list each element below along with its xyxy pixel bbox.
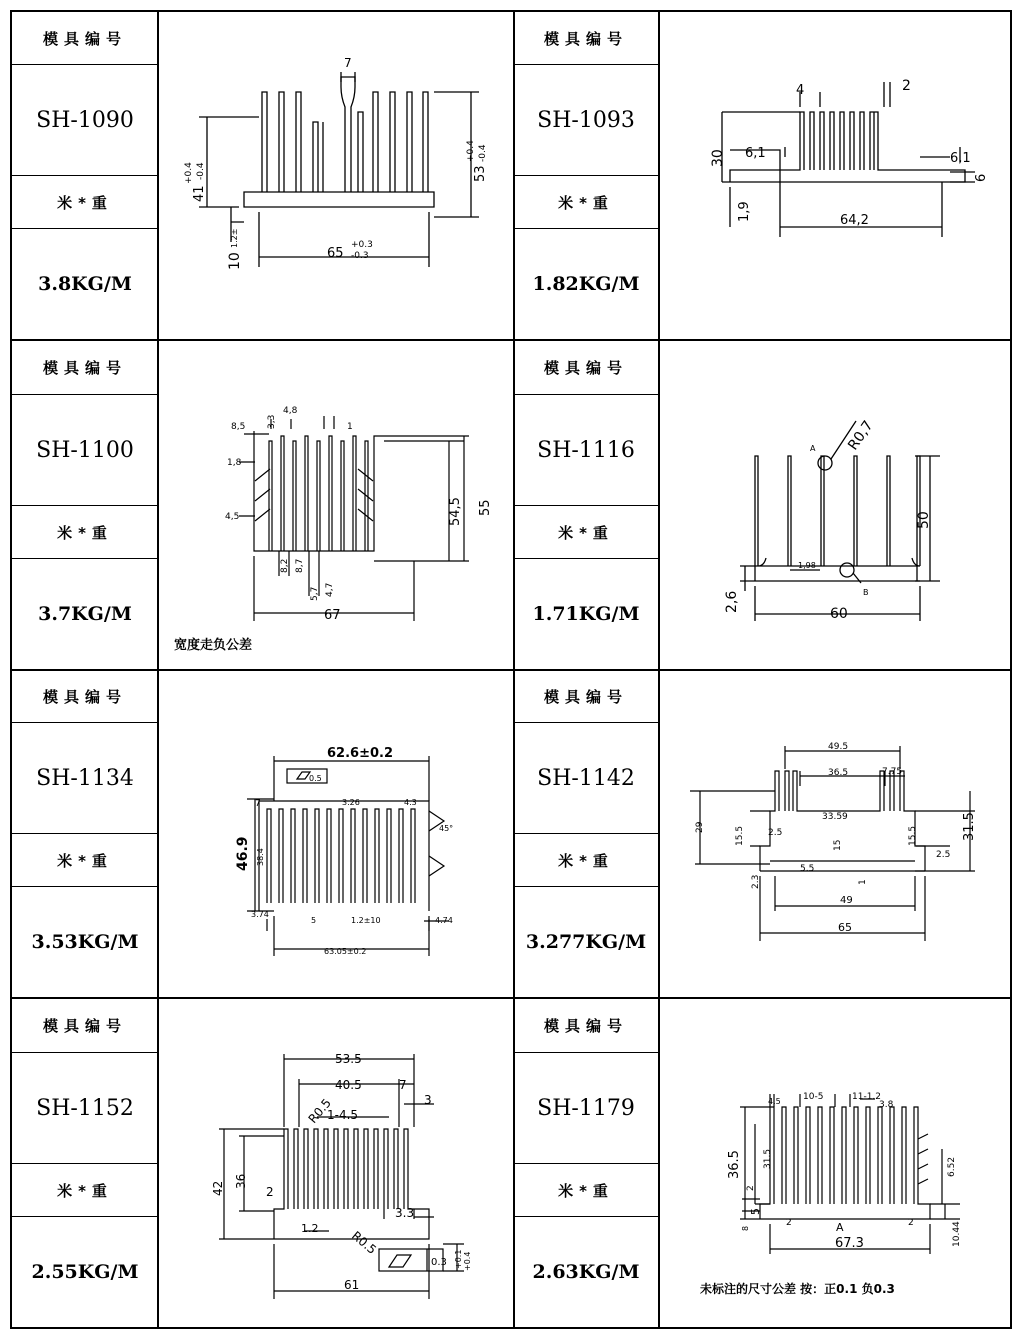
mold-no-header: 模具编号 <box>543 1017 628 1035</box>
dimension-label: R0.5 <box>305 1095 334 1126</box>
weight-value: 2.63KG/M <box>532 1261 640 1283</box>
dimension-label: 0.3 <box>431 1257 447 1268</box>
tolerance-note: 未标注的尺寸公差 按：正0.1 负0.3 <box>700 1282 895 1296</box>
dimension-label: 30 <box>710 149 726 167</box>
dimension-label: 8,5 <box>231 422 246 432</box>
dimension-label: 15.5 <box>908 825 918 846</box>
weight-header: 米*重 <box>558 193 614 212</box>
mold-no-header: 模具编号 <box>543 359 628 377</box>
dimension-label: +0.1 <box>454 1249 463 1269</box>
dimension-label: 7 <box>344 56 352 70</box>
dimension-label: R0,7 <box>845 417 877 454</box>
dimension-label: 49.5 <box>828 742 849 752</box>
mold-no-header: 模具编号 <box>42 29 127 48</box>
weight-header: 米*重 <box>558 1181 614 1200</box>
dimension-label: 31.5 <box>962 812 977 841</box>
dimension-label: 31.5 <box>763 1148 773 1169</box>
dimension-label: 4,7 <box>325 582 335 597</box>
profile-drawing-sh-1152 <box>159 999 513 1327</box>
dimension-label: 2 <box>266 1185 274 1199</box>
dimension-label: +0.4 <box>184 162 194 184</box>
dimension-label: 3.74 <box>251 910 269 919</box>
dimension-label: 33.59 <box>822 812 848 822</box>
dimension-label: 55 <box>478 499 493 516</box>
profile-drawing-sh-1093 <box>660 12 1010 339</box>
dimension-label: 15.5 <box>735 825 745 846</box>
dimension-label: 42 <box>211 1180 225 1196</box>
model-number: SH-1090 <box>36 107 134 133</box>
mold-no-header: 模具编号 <box>42 359 127 377</box>
profile-drawing-sh-1116 <box>660 341 1010 669</box>
weight-header: 米*重 <box>57 851 113 870</box>
dimension-label: 38.4 <box>256 848 265 866</box>
dimension-label: 5 <box>749 1208 762 1215</box>
dimension-label: 50 <box>916 511 932 529</box>
dimension-label: 5,7 <box>310 586 320 601</box>
dimension-label: 2.3 <box>751 874 761 889</box>
model-number: SH-1152 <box>36 1095 134 1121</box>
dimension-label: 67 <box>324 608 341 623</box>
dimension-label: 53.5 <box>335 1052 362 1066</box>
model-number: SH-1100 <box>36 437 134 463</box>
dimension-label: 40.5 <box>335 1078 362 1092</box>
dimension-label: 4.3 <box>404 798 417 807</box>
weight-header: 米*重 <box>558 523 614 542</box>
dimension-label: 54,5 <box>448 497 463 526</box>
dimension-label: +0.4 <box>466 140 476 162</box>
dimension-label: 0.5 <box>309 774 322 783</box>
weight-value: 1.71KG/M <box>532 603 640 625</box>
dimension-label: 10 <box>227 252 243 270</box>
dimension-label: 2 <box>786 1218 792 1228</box>
dimension-label: 3 <box>424 1093 432 1107</box>
dimension-label: 60 <box>830 606 848 622</box>
dimension-label: 5.5 <box>800 864 815 874</box>
weight-value: 1.82KG/M <box>532 273 640 295</box>
dimension-label: 64,2 <box>840 213 869 228</box>
dimension-label: 15 <box>833 839 843 851</box>
dimension-label: 2.5 <box>936 850 951 860</box>
dimension-label: 2.5 <box>768 828 783 838</box>
weight-value: 3.53KG/M <box>31 931 139 953</box>
dimension-label: 7 <box>255 799 261 809</box>
dimension-label: 8 <box>741 1225 750 1231</box>
dimension-label: 63.05±0.2 <box>324 947 367 956</box>
dimension-label: 5 <box>311 916 317 925</box>
dimension-label: B <box>863 588 869 597</box>
dimension-label: 6,1 <box>950 151 971 166</box>
dimension-label: 3.8 <box>879 1100 894 1110</box>
model-number: SH-1179 <box>537 1095 635 1121</box>
dimension-label: 8,2 <box>280 558 290 573</box>
dimension-label: 4,5 <box>225 512 240 522</box>
weight-header: 米*重 <box>57 193 113 212</box>
dimension-label: 36 <box>234 1173 248 1189</box>
dimension-label: 6,1 <box>745 146 766 161</box>
dimension-label: 8,7 <box>295 558 305 573</box>
tolerance-note: 宽度走负公差 <box>174 638 253 653</box>
dimension-label: 10.44 <box>952 1221 962 1247</box>
weight-header: 米*重 <box>57 1181 113 1200</box>
weight-value: 2.55KG/M <box>31 1261 139 1283</box>
dimension-label: 4,8 <box>283 406 298 416</box>
profile-drawing-sh-1179 <box>660 999 1010 1327</box>
dimension-label: 2,6 <box>724 590 740 613</box>
dimension-label: 4 <box>796 83 805 98</box>
product-catalog-sheet <box>10 10 1012 1329</box>
mold-no-header: 模具编号 <box>42 688 127 706</box>
dimension-label: 62.6±0.2 <box>327 746 393 761</box>
dimension-label: -0.3 <box>351 251 369 261</box>
profile-drawing-sh-1090 <box>159 12 513 339</box>
dimension-label: 36.5 <box>828 768 849 778</box>
profile-drawing-sh-1100 <box>159 341 513 631</box>
dimension-label: +0.3 <box>351 240 373 250</box>
dimension-label: 1,98 <box>798 561 816 570</box>
dimension-label: 1-4.5 <box>327 1108 359 1122</box>
dimension-label: 65 <box>838 921 852 934</box>
dimension-label: 1 <box>858 879 868 885</box>
weight-value: 3.8KG/M <box>38 273 132 295</box>
dimension-label: 11-1.2 <box>852 1092 882 1102</box>
dimension-label: -0.4 <box>478 144 488 162</box>
dimension-label: -0.4 <box>196 162 206 180</box>
dimension-label: +0.4 <box>463 1251 472 1271</box>
dimension-label: 45° <box>439 824 454 833</box>
dimension-label: 6 <box>974 173 989 182</box>
dimension-label: 1.2 <box>301 1222 319 1235</box>
dimension-label: 41 <box>192 185 207 202</box>
model-number: SH-1142 <box>537 765 635 791</box>
dimension-label: 2 <box>908 1218 914 1228</box>
dimension-label: 49 <box>840 895 853 906</box>
dimension-label: 46.9 <box>235 836 251 871</box>
dimension-label: 4.5 <box>768 1097 781 1106</box>
model-number: SH-1116 <box>537 437 635 463</box>
dimension-label: 7 <box>399 1078 407 1092</box>
dimension-label: A <box>810 444 816 453</box>
dimension-label: 1.2± <box>230 228 239 248</box>
dimension-label: 36.5 <box>727 1150 742 1179</box>
profile-drawing-sh-1134 <box>159 671 513 997</box>
dimension-label: R0.5 <box>349 1228 380 1257</box>
mold-no-header: 模具编号 <box>543 29 628 48</box>
dimension-label: 67.3 <box>835 1236 864 1251</box>
dimension-label: 1,9 <box>737 201 752 222</box>
dimension-label: 65 <box>327 246 344 261</box>
dimension-label: 1 <box>347 422 353 432</box>
weight-value: 3.7KG/M <box>38 603 132 625</box>
dimension-label: 3,3 <box>267 414 277 429</box>
dimension-label: 3.3 <box>395 1206 415 1220</box>
dimension-label: 2 <box>746 1185 756 1191</box>
dimension-label: 2 <box>902 78 911 94</box>
dimension-label: 3.26 <box>342 798 360 807</box>
model-number: SH-1093 <box>537 107 635 133</box>
dimension-label: 53 <box>473 165 488 182</box>
mold-no-header: 模具编号 <box>543 688 628 706</box>
dimension-label: 7.75 <box>882 767 903 777</box>
weight-value: 3.277KG/M <box>525 931 647 953</box>
dimension-label: 29 <box>695 821 705 833</box>
mold-no-header: 模具编号 <box>42 1017 127 1035</box>
dimension-label: 61 <box>344 1278 360 1292</box>
model-number: SH-1134 <box>36 765 134 791</box>
dimension-label: 1,8 <box>227 458 242 468</box>
dimension-label: 6.52 <box>947 1156 957 1177</box>
dimension-label: A <box>836 1221 844 1234</box>
dimension-label: 4.74 <box>435 916 453 925</box>
dimension-label: 10-5 <box>803 1092 824 1102</box>
weight-header: 米*重 <box>558 851 614 870</box>
profile-drawing-sh-1142 <box>660 671 1010 997</box>
weight-header: 米*重 <box>57 523 113 542</box>
dimension-label: 1.2±10 <box>351 916 381 925</box>
